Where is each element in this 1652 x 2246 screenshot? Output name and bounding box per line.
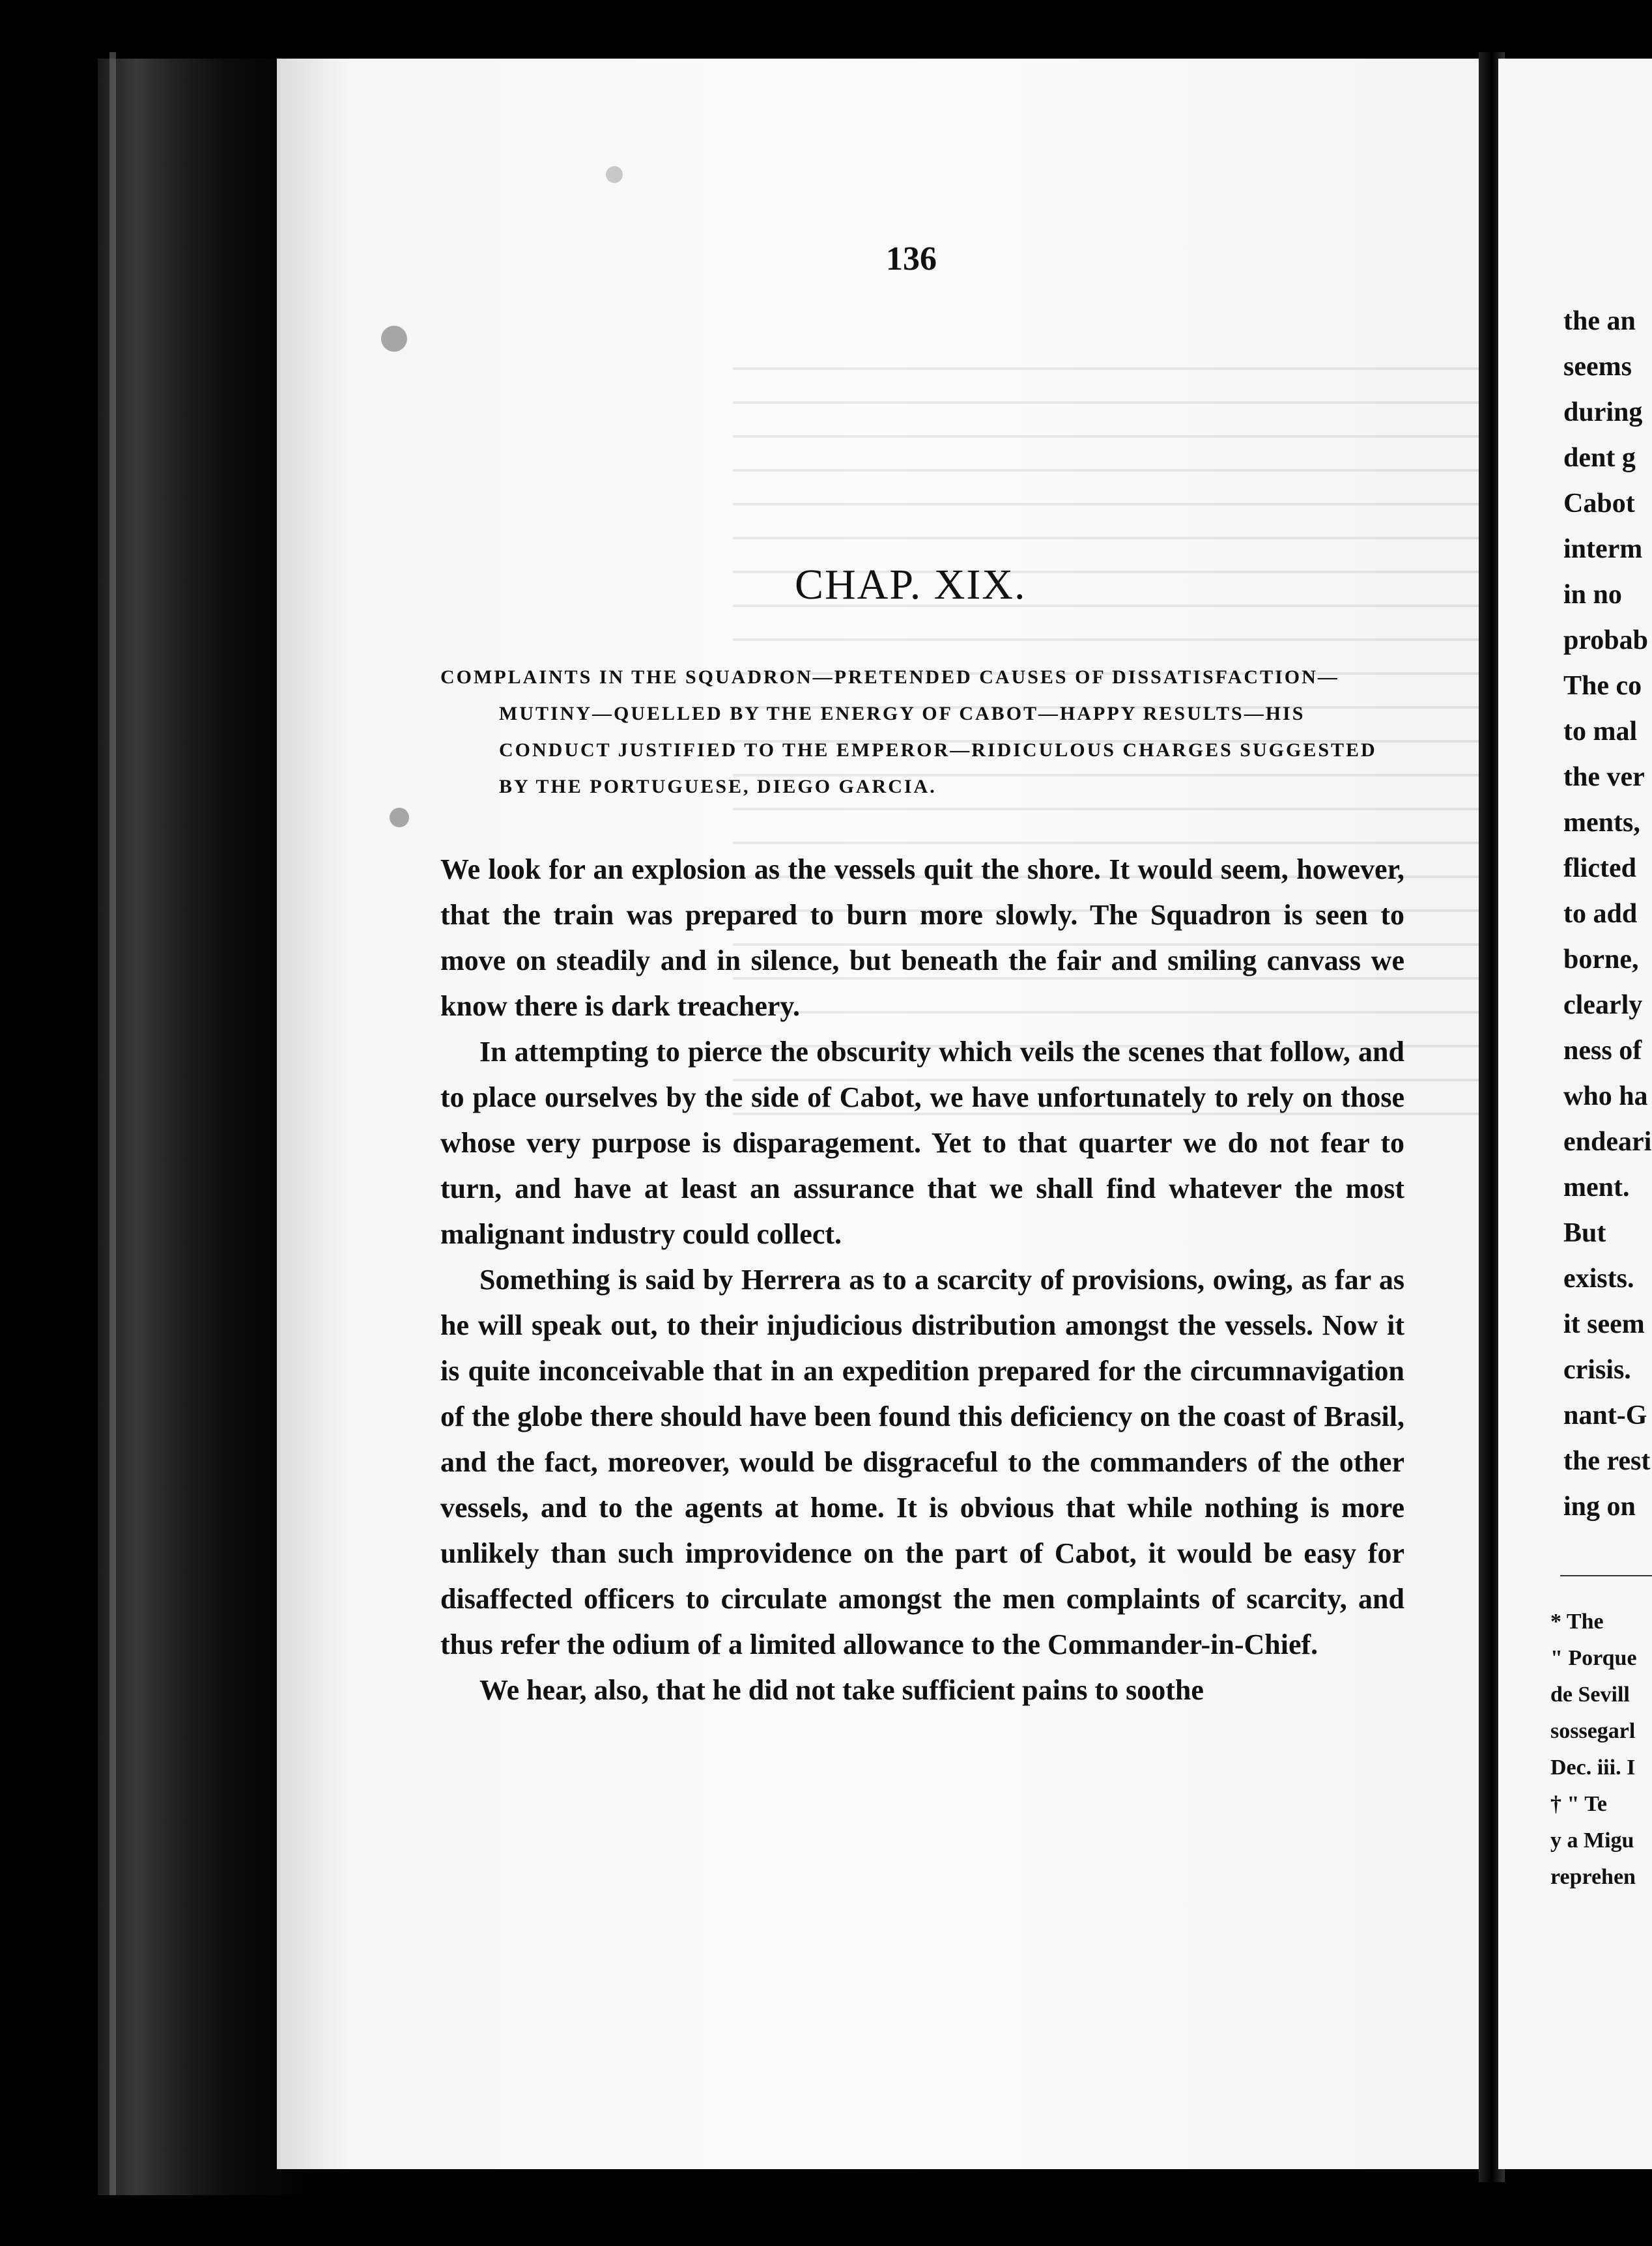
facing-line: probab: [1563, 625, 1648, 655]
footnote-line: Dec. iii. I: [1550, 1756, 1636, 1780]
summary-line: CONDUCT JUSTIFIED TO THE EMPEROR—RIDICULOUS CHARGES SUGGESTED: [499, 739, 1377, 761]
chapter-summary: [440, 659, 1404, 805]
paragraph: We look for an explosion as the vessels quit the shore. It would seem, however, that the train was prepared to burn more slowly. The Squadron is seen to move on steadily and in silence, but beneath the fair and smiling canvass we know there is dark treachery.: [440, 853, 1404, 1022]
ink-smudge: [381, 326, 407, 352]
facing-line: to add: [1563, 899, 1638, 929]
facing-line: ing on: [1563, 1492, 1636, 1522]
facing-line: exists.: [1563, 1264, 1634, 1294]
footnote-line: de Sevill: [1550, 1683, 1630, 1707]
facing-line: in no: [1563, 580, 1622, 610]
footnote-line: " Porque: [1550, 1646, 1637, 1670]
facing-page-footnotes: [1550, 1604, 1637, 1896]
paragraph: We hear, also, that he did not take sufficient pains to soothe: [479, 1674, 1204, 1706]
facing-line: the an: [1563, 306, 1636, 336]
facing-line: the ver: [1563, 762, 1645, 792]
page-number: 136: [886, 240, 937, 277]
facing-line: seems: [1563, 352, 1632, 382]
facing-line: interm: [1563, 534, 1643, 564]
facing-line: But: [1563, 1218, 1606, 1248]
facing-line: crisis.: [1563, 1355, 1631, 1385]
footnote-line: y a Migu: [1550, 1828, 1634, 1853]
facing-line: who ha: [1563, 1081, 1648, 1111]
facing-line: to mal: [1563, 717, 1638, 746]
facing-page-text: [1563, 298, 1651, 1529]
footnote-line: * The: [1550, 1610, 1604, 1634]
ink-smudge: [606, 166, 623, 183]
facing-line: Cabot: [1563, 489, 1635, 519]
facing-line: nant-G: [1563, 1400, 1647, 1430]
footnote-rule: [1560, 1575, 1652, 1576]
paragraph: In attempting to pierce the obscurity which veils the scenes that follow, and to place ourselves by the side of Cabot, we have unfortunately to rely on those whose very purpose is disparagement. Yet to that quarter we do not fear to turn, and have at least an assurance that we shall find whatever the most malignant industry could collect.: [440, 1036, 1404, 1250]
facing-line: borne,: [1563, 945, 1639, 974]
facing-line: clearly: [1563, 990, 1643, 1020]
summary-line: MUTINY—QUELLED BY THE ENERGY OF CABOT—HAPPY RESULTS—HIS: [499, 703, 1305, 724]
facing-line: the rest: [1563, 1446, 1651, 1476]
facing-line: flicted: [1563, 853, 1636, 883]
summary-line: COMPLAINTS IN THE SQUADRON—PRETENDED CAUSES OF DISSATISFACTION—: [440, 666, 1339, 688]
facing-line: ness of: [1563, 1036, 1642, 1066]
facing-line: endeari: [1563, 1127, 1652, 1157]
footnote-line: sossegarl: [1550, 1719, 1636, 1743]
footnote-line: † " Te: [1550, 1792, 1607, 1816]
footnote-line: reprehen: [1550, 1865, 1636, 1889]
chapter-title: CHAP. XIX.: [795, 561, 1027, 608]
facing-line: during: [1563, 397, 1643, 427]
spine-edge: [109, 52, 116, 2195]
summary-line: BY THE PORTUGUESE, DIEGO GARCIA.: [499, 776, 937, 797]
facing-line: ments,: [1563, 808, 1640, 838]
chapter-body: [440, 847, 1404, 1713]
facing-line: ment.: [1563, 1173, 1630, 1202]
facing-line: dent g: [1563, 443, 1636, 473]
facing-line: it seem: [1563, 1309, 1645, 1339]
paragraph: Something is said by Herrera as to a scarcity of provisions, owing, as far as he will speak out, to their injudicious distribution amongst the vessels. Now it is quite inconceivable that in an expedition prepared for the circumnavigation of the globe there should have been found this deficiency on the coast of Brasil, and the fact, moreover, would be disgraceful to the commanders of the other vessels, and to the agents at home. It is obvious that while nothing is more unlikely than such improvidence on the part of Cabot, it would be easy for disaffected officers to circulate amongst the men complaints of scarcity, and thus refer the odium of a limited allowance to the Commander-in-Chief.: [440, 1264, 1404, 1660]
facing-line: The co: [1563, 671, 1642, 701]
ink-smudge: [390, 808, 409, 827]
